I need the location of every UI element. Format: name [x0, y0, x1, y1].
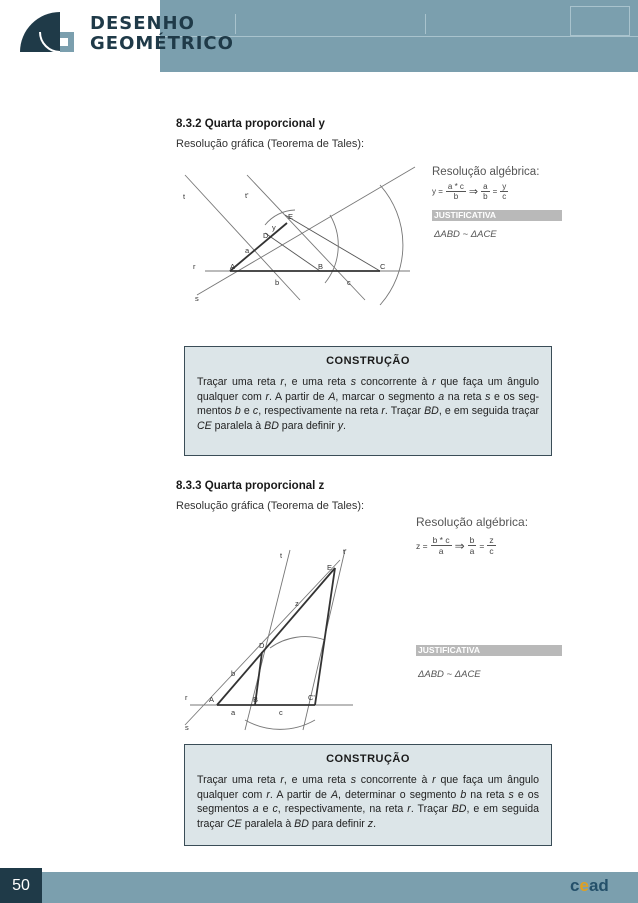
justificativa-bar: JUSTIFICATIVA [416, 645, 562, 656]
label-c: c [347, 278, 351, 287]
label-r: r [185, 693, 188, 702]
cead-logo: cead [570, 876, 609, 895]
label-z: z [295, 599, 299, 608]
label-t-prime: t' [245, 191, 249, 200]
course-logo-icon [16, 8, 78, 56]
label-s: s [185, 723, 189, 732]
section-subtitle: Resolução gráfica (Teorema de Tales): [176, 138, 365, 150]
label-a: a [245, 246, 250, 255]
algebra-heading: Resolução algébrica: [432, 166, 540, 178]
label-r: r [193, 262, 196, 271]
label-a: a [231, 708, 236, 717]
header-tick [235, 14, 236, 34]
label-E: E [288, 212, 294, 221]
construction-box [184, 346, 552, 456]
construction-box [184, 744, 552, 846]
formula-fraction: $\frac{a * c}{b}$ [447, 182, 464, 201]
section-subtitle: Resolução gráfica (Teorema de Tales): [176, 500, 365, 512]
algebraic-resolution-y [432, 166, 562, 201]
page-header-title [90, 14, 234, 54]
page-header [0, 0, 638, 72]
justificativa-bar: JUSTIFICATIVA [432, 210, 562, 221]
construction-text: Traçar uma reta r, e uma reta s concorrente à r que faça um ângulo qualquer com r. A partir de A, determinar o segmento b na reta s e os segmentos a e c, respectivamente, na reta r. Traçar BD, e em seguida traçar CE paralela à BD para definir z. [197, 774, 539, 830]
label-E: E [327, 563, 333, 572]
construction-title: CONSTRUÇÃO [326, 753, 410, 765]
construction-title: CONSTRUÇÃO [326, 355, 410, 367]
label-B: B [253, 695, 259, 704]
page-number: 50 [0, 868, 42, 903]
section-title: 8.3.2 Quarta proporcional y [176, 118, 325, 130]
algebra-heading: Resolução algébrica: [416, 515, 529, 529]
formula-fraction: $\frac{z}{c}$ [489, 535, 494, 556]
algebraic-resolution-z [416, 515, 562, 556]
construction-text: Traçar uma reta r, e uma reta s concorrente à r que faça um ângulo qualquer com r. A partir de A, marcar o segmento a na reta s e os seg-mentos b e c, respectivamente na reta r. Traçar BD, e em seguida traçar CE paralela à BD para definir y. [197, 376, 540, 432]
formula-fraction: $\frac{b * c}{a}$ [432, 535, 450, 556]
implies-icon: ⇒ [468, 186, 479, 198]
label-A: A [230, 262, 236, 271]
section-title: 8.3.3 Quarta proporcional z [176, 480, 325, 492]
tales-diagram-y [175, 165, 425, 315]
label-y: y [272, 223, 276, 232]
label-b: b [231, 669, 236, 678]
label-C: C [380, 262, 386, 271]
formula-lhs: z = [416, 540, 428, 551]
tales-diagram-z [175, 540, 365, 735]
page-footer [0, 872, 638, 903]
line-t [245, 550, 290, 730]
formula-fraction: $\frac{b}{a}$ [469, 535, 475, 556]
formula-fraction: $\frac{a}{b}$ [483, 182, 488, 201]
algebra-formula: z = $\frac{b * c}{a}$ ⇒ $\frac{b}{a}$ = $\frac{z}{c}$ [416, 535, 494, 556]
label-B: B [318, 262, 324, 271]
header-tick [425, 14, 426, 34]
label-A: A [209, 695, 215, 704]
label-D: D [263, 231, 269, 240]
header-title-line2: GEOMÉTRICO [90, 33, 234, 54]
implies-icon: ⇒ [454, 538, 465, 553]
formula-lhs: y = [432, 187, 443, 196]
header-title-line1: DESENHO [90, 13, 195, 34]
justificativa-value: ΔABD ~ ΔACE [418, 669, 481, 680]
header-frame [570, 6, 630, 36]
label-b: b [275, 278, 280, 287]
justificativa-value: ΔABD ~ ΔACE [434, 229, 497, 240]
label-c: c [279, 708, 283, 717]
label-t: t [280, 551, 283, 560]
line-t [185, 175, 300, 300]
line-s [197, 167, 415, 295]
formula-fraction: $\frac{y}{c}$ [502, 182, 507, 201]
label-t: t [183, 192, 186, 201]
label-t-prime: t' [343, 547, 347, 556]
label-s: s [195, 294, 199, 303]
algebra-formula: y = $\frac{a * c}{b}$ ⇒ $\frac{a}{b}$ = $\frac{y}{c}$ [432, 182, 507, 201]
label-C: C' [308, 693, 315, 702]
label-D: D [259, 641, 265, 650]
